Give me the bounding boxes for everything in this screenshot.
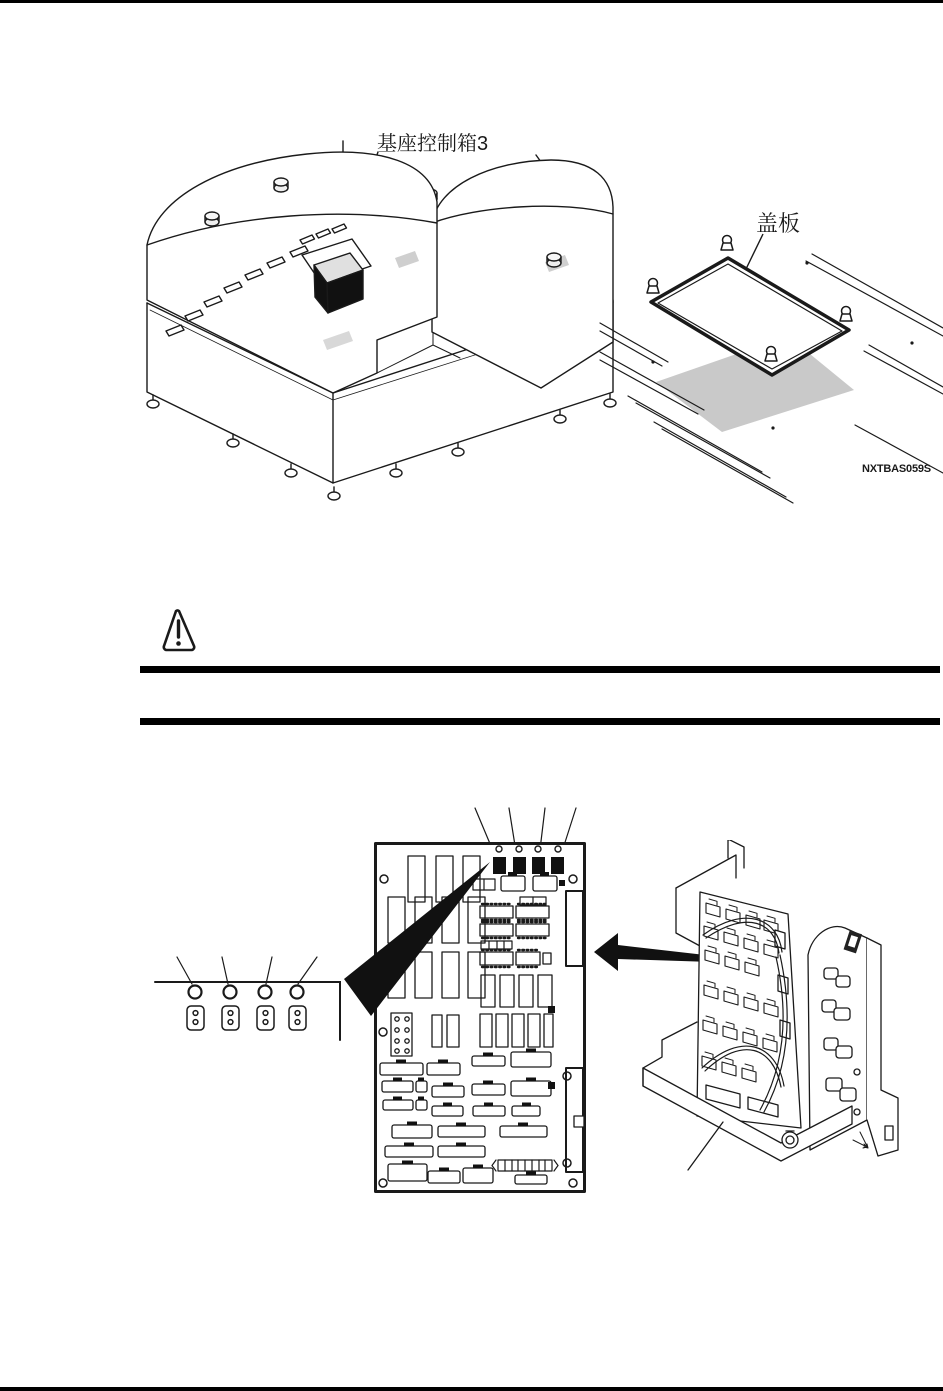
screw-icon: [647, 279, 659, 294]
page-top-rule: [0, 0, 943, 3]
mounting-bracket: [867, 938, 898, 1156]
led-circle: [259, 986, 272, 999]
cover-knob-icon: [547, 253, 561, 267]
jumper-blocks: [187, 1006, 306, 1030]
led-leader-lines: [177, 957, 317, 984]
caution-bottom-bar: [140, 718, 940, 725]
warning-triangle-icon: [158, 604, 202, 656]
led-circle: [291, 986, 304, 999]
led-circles: [189, 986, 304, 999]
cover-plate-label: 盖板: [756, 211, 801, 236]
grommet-screw: [782, 1131, 798, 1148]
screw-icon: [765, 347, 777, 362]
machine-label: 基座控制箱3: [377, 133, 489, 155]
pcb-board-figure: [340, 798, 602, 1200]
cover-knob-icon: [274, 178, 288, 192]
figure-code: NXTBAS059S: [862, 463, 931, 475]
jumper-block: [257, 1006, 274, 1030]
bracket-slot: [885, 1126, 893, 1140]
callout-border: [155, 982, 340, 1040]
direction-marks: [853, 1132, 868, 1148]
control-box-figure: [586, 840, 943, 1185]
control-box-leader-line: [688, 1122, 723, 1170]
led-circle: [224, 986, 237, 999]
screw-icon: [721, 236, 733, 251]
cover-plate: [651, 258, 849, 375]
jumper-block: [187, 1006, 204, 1030]
jumper-block: [289, 1006, 306, 1030]
led-circle: [189, 986, 202, 999]
cover-label-leader-line: [746, 234, 763, 269]
cover-knob-icon: [205, 212, 219, 226]
caution-top-bar: [140, 666, 940, 673]
led-detail-callout: [148, 925, 358, 1050]
jumper-block: [222, 1006, 239, 1030]
screw-icon: [840, 307, 852, 322]
machine-figure: [140, 118, 645, 503]
page-bottom-rule: [0, 1387, 943, 1391]
